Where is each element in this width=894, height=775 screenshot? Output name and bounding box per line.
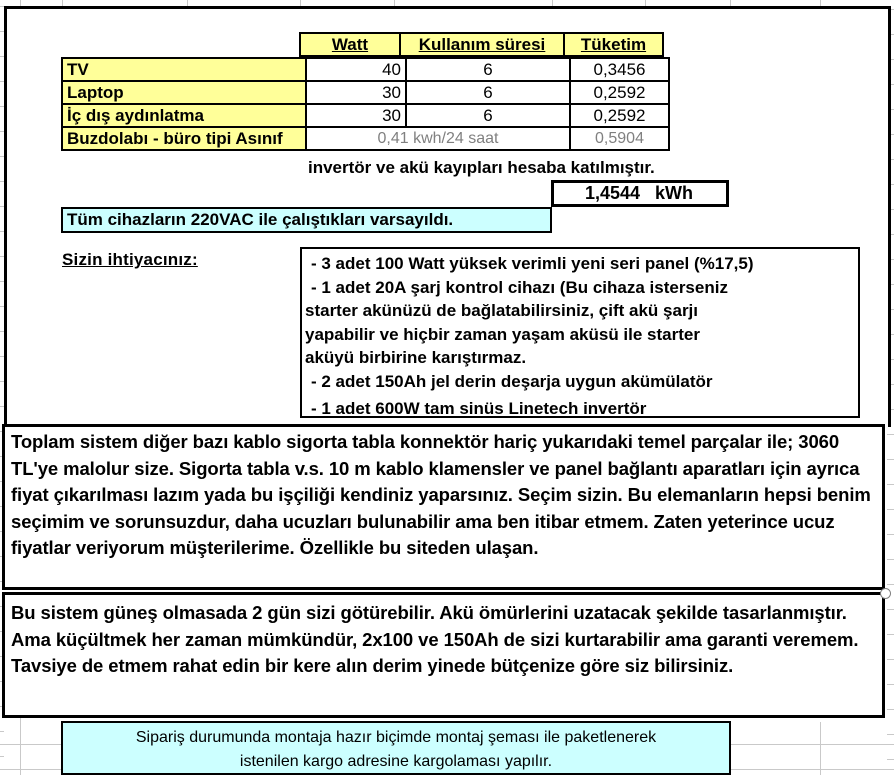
watt-cell: 30 <box>306 104 406 127</box>
needs-box <box>300 247 860 418</box>
column-header-watt: Watt <box>300 33 400 56</box>
table-row <box>62 58 669 81</box>
needs-item: aküyü birbirine karıştırmaz. <box>305 348 527 367</box>
device-label-cell: Laptop <box>62 81 306 104</box>
column-header-consumption: Tüketim <box>564 33 663 56</box>
shipping-note-line: istenilen kargo adresine kargolaması yapılır. <box>239 753 553 770</box>
losses-note: invertör ve akü kayıpları hesaba katılmıştır. <box>308 158 655 177</box>
watt-cell: 40 <box>306 58 406 81</box>
column-header-usage-hours: Kullanım süresi <box>400 33 564 56</box>
device-label-cell: İç dış aydınlatma <box>62 104 306 127</box>
table-row <box>62 127 669 150</box>
hours-cell: 6 <box>406 104 570 127</box>
needs-item: - 3 adet 100 Watt yüksek verimli yeni seri panel (%17,5) <box>311 254 754 273</box>
consumption-cell: 0,5904 <box>570 127 669 150</box>
total-consumption-box <box>551 180 729 207</box>
needs-item: yapabilir ve hiçbir zaman yaşam aküsü ile starter <box>305 324 700 344</box>
backup-paragraph: Bu sistem güneş olmasada 2 gün sizi götürebilir. Akü ömürlerini uzatacak şekilde tasarlanmıştır. Ama küçültmek her zaman mümkündür, 2x100 ve 150Ah de sizi kurtarabilir ama garanti veremem. Tavsiye de etmem rahat edin bir kere alın derim yinede bütçenize göre siz bilirsiniz. <box>2 592 885 718</box>
watt-cell: 30 <box>306 81 406 104</box>
total-value: 1,4544 <box>584 183 640 203</box>
total-unit: kWh <box>655 183 693 203</box>
energy-table-header <box>299 32 664 57</box>
device-label-cell: Buzdolabı - büro tipi Asınıf <box>62 127 306 150</box>
gridline <box>0 769 61 770</box>
selection-handle <box>880 588 891 599</box>
energy-table <box>61 57 670 151</box>
device-label-cell: TV <box>62 58 306 81</box>
consumption-cell: 0,3456 <box>570 58 669 81</box>
table-row <box>62 104 669 127</box>
merged-kwh-cell: 0,41 kwh/24 saat <box>306 127 570 150</box>
gridline <box>20 718 21 775</box>
assumption-note: Tüm cihazların 220VAC ile çalıştıkları varsayıldı. <box>61 207 552 233</box>
hours-cell: 6 <box>406 58 570 81</box>
table-row <box>62 81 669 104</box>
consumption-cell: 0,2592 <box>570 81 669 104</box>
shipping-note <box>61 721 731 775</box>
gridline <box>731 744 894 745</box>
hours-cell: 6 <box>406 81 570 104</box>
consumption-cell: 0,2592 <box>570 104 669 127</box>
gridline <box>731 769 894 770</box>
cost-paragraph: Toplam sistem diğer bazı kablo sigorta tabla konnektör hariç yukarıdaki temel parçalar ile; 3060 TL'ye malolur size. Sigorta tabla v.s. 10 m kablo klamensler ve panel bağlantı aparatları için ayrıca fiyat çıkarılması lazım yada bu işçiliği kendiniz yaparsınız. Seçim sizin. Bu elemanların hepsi benim seçimim ve sorunsuzdur, daha ucuzları bulunabilir ama ben itibar etmem. Zaten yeterince ucuz fiyatlar veriyorum müşterilerime. Özellikle bu siteden ulaşan. <box>2 424 885 590</box>
shipping-note-line: Sipariş durumunda montaja hazır biçimde montaj şeması ile paketlenerek <box>135 729 657 746</box>
gridline <box>820 722 821 775</box>
needs-item: starter akünüzü de bağlatabilirsiniz, çift akü şarjı <box>305 301 699 320</box>
gridline <box>0 744 61 745</box>
needs-item-inverter: - 1 adet 600W tam sinüs Linetech invertör <box>311 399 647 418</box>
needs-label: Sizin ihtiyacınız: <box>62 250 198 269</box>
needs-item: - 1 adet 20A şarj kontrol cihazı (Bu cihaza isterseniz <box>311 277 728 297</box>
needs-item: - 2 adet 150Ah jel derin deşarja uygun akümülatör <box>311 371 713 391</box>
